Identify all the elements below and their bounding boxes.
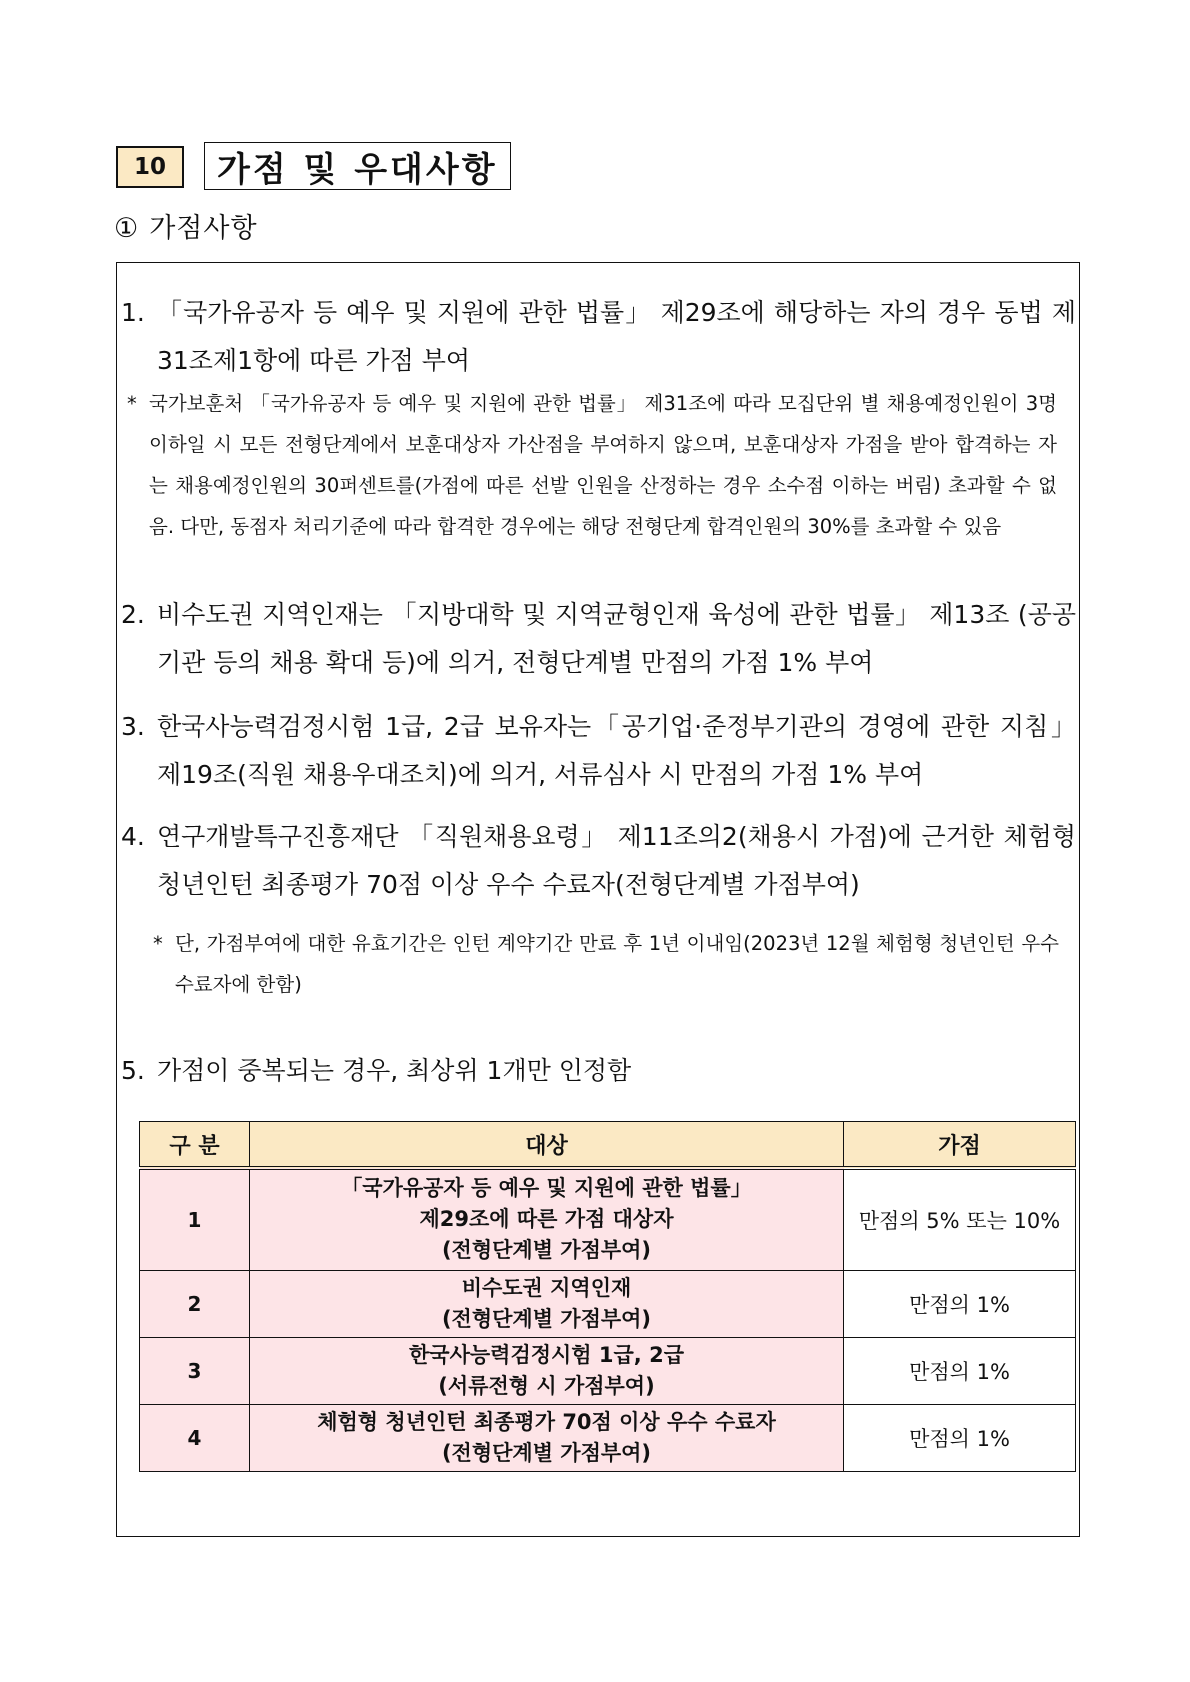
list-item-number: 3. <box>121 712 145 741</box>
subheading-marker: ① <box>114 213 140 244</box>
footnote-marker: * <box>153 932 163 955</box>
row-target <box>250 1337 844 1404</box>
list-item-1 <box>121 289 1076 385</box>
list-item-text: 가점이 중복되는 경우, 최상위 1개만 인정함 <box>157 1056 632 1085</box>
footnote-text: 단, 가점부여에 대한 유효기간은 인턴 계약기간 만료 후 1년 이내임(2023년 12월 체험형 청년인턴 우수수료자에 한함) <box>175 932 1059 996</box>
row-number: 1 <box>140 1168 250 1270</box>
list-item-4 <box>121 813 1076 909</box>
header-target: 대상 <box>250 1122 844 1169</box>
section-title: 가점 및 우대사항 <box>204 142 511 190</box>
table-row <box>140 1337 1076 1404</box>
list-item-number: 4. <box>121 822 145 851</box>
subheading <box>114 206 258 245</box>
row-target-line: (전형단계별 가점부여) <box>441 1306 652 1331</box>
list-item-text: 「국가유공자 등 예우 및 지원에 관한 법률」 제29조에 해당하는 자의 경우 동법 제31조제1항에 따른 가점 부여 <box>157 298 1076 375</box>
table-row <box>140 1270 1076 1337</box>
row-target-line: (전형단계별 가점부여) <box>441 1238 652 1263</box>
row-points: 만점의 1% <box>844 1337 1076 1404</box>
list-item-number: 2. <box>121 600 145 629</box>
header-points: 가점 <box>844 1122 1076 1169</box>
row-number: 3 <box>140 1337 250 1404</box>
row-target-line: 「국가유공자 등 예우 및 지원에 관한 법률」 <box>341 1176 752 1201</box>
row-target-line: 한국사능력검정시험 1급, 2급 <box>409 1342 684 1367</box>
row-target-line: (전형단계별 가점부여) <box>441 1440 652 1465</box>
list-item-5 <box>121 1047 1076 1095</box>
list-item-text: 한국사능력검정시험 1급, 2급 보유자는「공기업·준정부기관의 경영에 관한 지침」 제19조(직원 채용우대조치)에 의거, 서류심사 시 만점의 가점 1% 부여 <box>157 712 1076 789</box>
table-row <box>140 1404 1076 1471</box>
subheading-text: 가점사항 <box>149 213 258 244</box>
section-number: 10 <box>116 146 184 188</box>
row-number: 2 <box>140 1270 250 1337</box>
row-target <box>250 1404 844 1471</box>
list-item-3 <box>121 703 1076 799</box>
content-box <box>116 262 1080 1537</box>
bonus-points-table <box>139 1121 1076 1472</box>
footnote-marker: * <box>127 392 137 415</box>
row-points: 만점의 5% 또는 10% <box>844 1168 1076 1270</box>
footnote-2 <box>153 923 1059 1005</box>
row-target-line: 비수도권 지역인재 <box>461 1275 632 1300</box>
list-item-number: 5. <box>121 1056 145 1085</box>
row-target-line: 제29조에 따른 가점 대상자 <box>419 1207 674 1232</box>
list-item-2 <box>121 591 1076 687</box>
row-target <box>250 1270 844 1337</box>
row-target-line: 체험형 청년인턴 최종평가 70점 이상 우수 수료자 <box>317 1409 776 1434</box>
footnote-1 <box>127 383 1057 547</box>
header-category: 구 분 <box>140 1122 250 1169</box>
list-item-text: 비수도권 지역인재는 「지방대학 및 지역균형인재 육성에 관한 법률」 제13조 (공공기관 등의 채용 확대 등)에 의거, 전형단계별 만점의 가점 1% 부여 <box>157 600 1076 677</box>
row-points: 만점의 1% <box>844 1404 1076 1471</box>
row-target-line: (서류전형 시 가점부여) <box>438 1373 655 1398</box>
footnote-text: 국가보훈처 「국가유공자 등 예우 및 지원에 관한 법률」 제31조에 따라 모집단위 별 채용예정인원이 3명 이하일 시 모든 전형단계에서 보훈대상자 가산점을 부여하지 않으며, 보훈대상자 가점을 받아 합격하는 자는 채용예정인원의 30퍼센트를(가점에 따른 선발 인원을 산정하는 경우 소수점 이하는 버림) 초과할 수 없음. 다만, 동점자 처리기준에 따라 합격한 경우에는 해당 전형단계 합격인원의 30%를 초과할 수 있음 <box>149 392 1057 538</box>
table-header-row <box>140 1122 1076 1169</box>
row-points: 만점의 1% <box>844 1270 1076 1337</box>
list-item-text: 연구개발특구진흥재단 「직원채용요령」 제11조의2(채용시 가점)에 근거한 체험형 청년인턴 최종평가 70점 이상 우수 수료자(전형단계별 가점부여) <box>157 822 1076 899</box>
row-number: 4 <box>140 1404 250 1471</box>
table-row <box>140 1168 1076 1270</box>
row-target <box>250 1168 844 1270</box>
list-item-number: 1. <box>121 298 145 327</box>
